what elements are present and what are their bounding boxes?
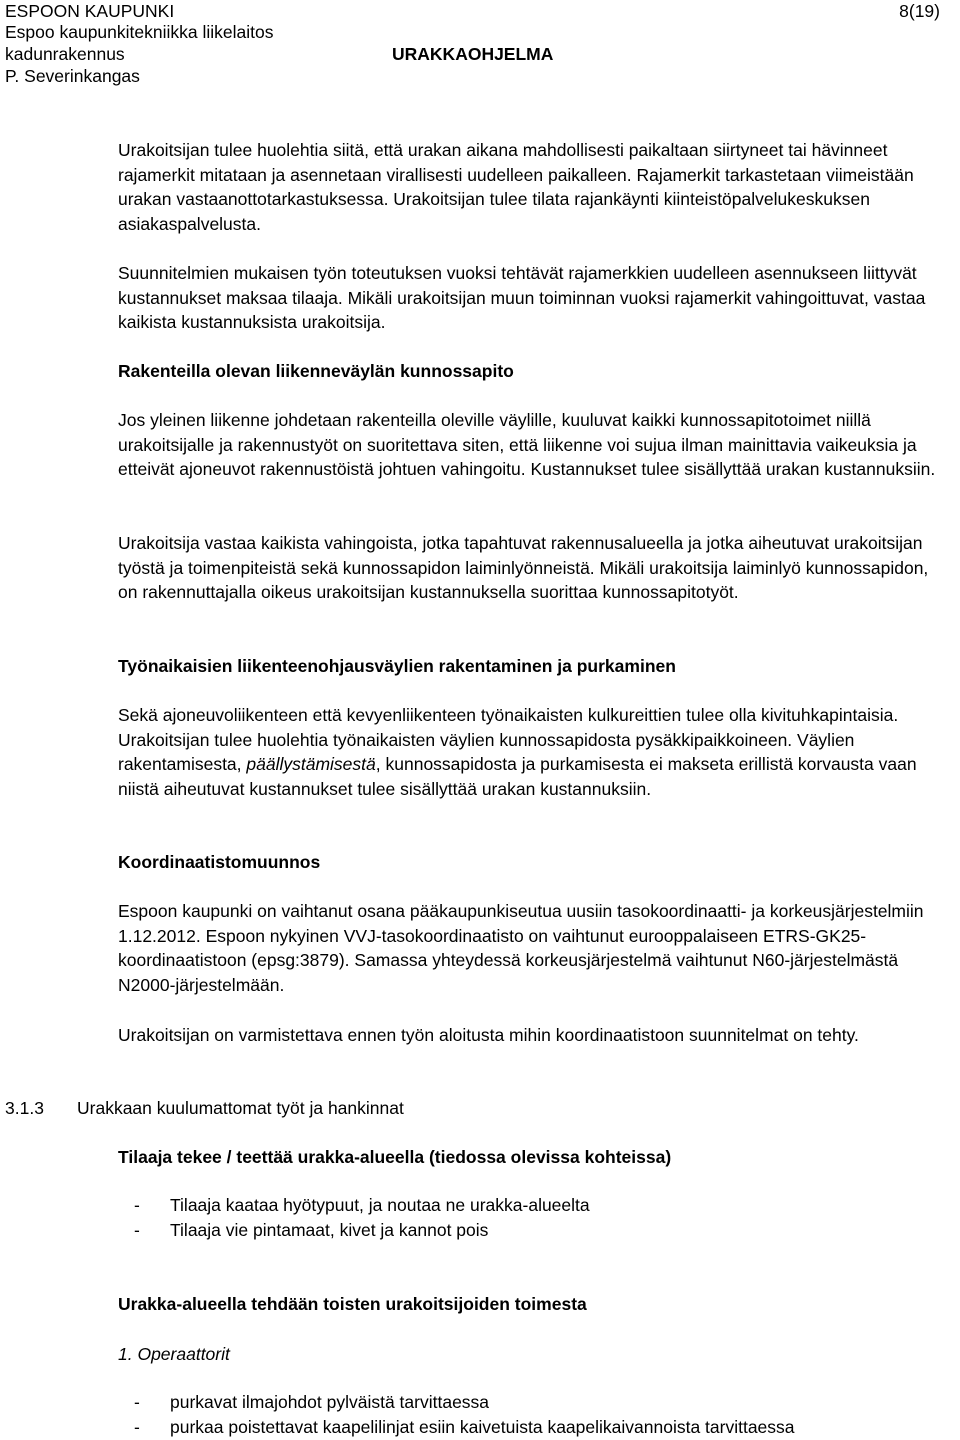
body-block-15: [118, 1390, 950, 1440]
list-item-text: purkavat ilmajohdot pylväistä tarvittaessa: [170, 1392, 490, 1412]
paragraph-text-part-a: Sekä ajoneuvoliikenteen että kevyenliikenteen työnaikaisten kulkureittien tulee olla kivituhkapintaisia. Urakoitsijan tulee huolehtia työnaikaisten väylien kunnossapidosta pysäkkipaikkoineen. Väylien rakentamisesta,: [118, 705, 899, 774]
operators-list: [118, 1390, 950, 1440]
list-item: [118, 1415, 950, 1440]
list-item-text: purkaa poistettavat kaapelilinjat esiin kaivetuista kaapelikaivannoista tarvittaessa: [170, 1417, 795, 1437]
section-title: Urakkaan kuulumattomat työt ja hankinnat: [77, 1098, 404, 1118]
heading-temporary-routes: Työnaikaisien liikenteenohjausväylien rakentaminen ja purkaminen: [118, 656, 676, 676]
body-block-2: [118, 261, 950, 335]
paragraph-damages: Urakoitsija vastaa kaikista vahingoista, jotka tapahtuvat rakennusalueella ja jotka aiheutuvat urakoitsijan työstä ja toimenpiteistä sekä kunnossapidon laiminlyönneistä. Mikäli urakoitsija laiminlyö kunnossapidon, on rakennuttajalla oikeus urakoitsijan kustannuksella suorittaa kunnossapitotyöt.: [118, 533, 929, 602]
list-dash: -: [134, 1195, 140, 1215]
author-name: P. Severinkangas: [5, 66, 140, 86]
heading-road-maintenance: Rakenteilla olevan liikenneväylän kunnossapito: [118, 361, 514, 381]
paragraph-coordinate-systems: Espoon kaupunki on vaihtanut osana pääkaupunkiseutua uusiin tasokoordinaatti- ja korkeusjärjestelmiin 1.12.2012. Espoon nykyinen VVJ-tasokoordinaatisto on vaihtunut eurooppalaiseen ETRS-GK25-koordinaatistoon (epsg:3879). Samassa yhteydessä korkeusjärjestelmä vaihtunut N60-järjestelmästä N2000-järjestelmään.: [118, 901, 924, 995]
italic-term: päällystämisestä: [246, 754, 376, 774]
body-block-1: [118, 138, 950, 236]
list-item-text: Tilaaja vie pintamaat, kivet ja kannot pois: [170, 1220, 489, 1240]
heading-client-work: Tilaaja tekee / teettää urakka-alueella (tiedossa olevissa kohteissa): [118, 1147, 672, 1167]
body-block-9: [118, 899, 950, 997]
unit-name: kadunrakennus: [5, 44, 125, 64]
paragraph-boundary-costs: Suunnitelmien mukaisen työn toteutuksen vuoksi tehtävät rajamerkkien uudelleen asennukseen liittyvät kustannukset maksaa tilaaja. Mikäli urakoitsijan muun toiminnan vuoksi rajamerkit vahingoittuvat, vastaa kaikista kustannuksista urakoitsija.: [118, 263, 926, 332]
sub-organization: Espoo kaupunkitekniikka liikelaitos: [5, 22, 274, 42]
paragraph-verify-coordinates: Urakoitsijan on varmistettava ennen työn aloitusta mihin koordinaatistoon suunnitelmat on tehty.: [118, 1025, 859, 1045]
paragraph-temporary-routes: [118, 703, 950, 801]
paragraph-boundary-markers: Urakoitsijan tulee huolehtia siitä, että urakan aikana mahdollisesti paikaltaan siirtyneet tai hävinneet rajamerkit mitataan ja asennetaan virallisesti uudelleen paikalleen. Rajamerkit tarkastetaan viimeistään urakan vastaanottotarkastuksessa. Urakoitsijan tulee tilata rajankäynti kiinteistöpalvelukeskuksen asiakaspalvelusta.: [118, 140, 914, 234]
document-title: URAKKAOHJELMA: [392, 44, 554, 64]
paragraph-text-part-b: , kunnossapidosta ja purkamisesta ei makseta erillistä korvausta vaan niistä aiheutuvat kustannukset tulee sisällyttää urakan kustannuksiin.: [118, 754, 917, 799]
body-block-11: [118, 1145, 950, 1170]
list-dash: -: [134, 1220, 140, 1240]
list-item: [118, 1218, 950, 1243]
list-item: [118, 1390, 950, 1415]
body-block-3: [118, 359, 950, 384]
body-block-14: [118, 1342, 950, 1367]
section-number: 3.1.3: [5, 1098, 44, 1118]
list-dash: -: [134, 1417, 140, 1437]
section-heading: [5, 1096, 404, 1121]
body-block-5: [118, 531, 950, 605]
body-block-8: [118, 850, 950, 875]
list-item: [118, 1193, 950, 1218]
client-work-list: [118, 1193, 950, 1243]
body-block-13: [118, 1292, 950, 1317]
body-block-10: [118, 1023, 950, 1048]
organization-name: ESPOON KAUPUNKI: [5, 1, 175, 21]
body-block-6: [118, 654, 950, 679]
body-block-4: [118, 408, 950, 482]
list-dash: -: [134, 1392, 140, 1412]
body-block-12: [118, 1193, 950, 1243]
body-block-7: [118, 703, 950, 801]
heading-other-contractors: Urakka-alueella tehdään toisten urakoitsijoiden toimesta: [118, 1294, 587, 1314]
list-item-text: Tilaaja kaataa hyötypuut, ja noutaa ne urakka-alueelta: [170, 1195, 590, 1215]
paragraph-traffic-maintenance: Jos yleinen liikenne johdetaan rakenteilla oleville väylille, kuuluvat kaikki kunnossapitotoimet niillä urakoitsijalle ja rakennustyöt on suoritettava siten, että liikenne voi sujua ilman mainittavia vaikeuksia ja etteivät ajoneuvot rakennustöistä johtuen vahingoitu. Kustannukset tulee sisällyttää urakan kustannuksiin.: [118, 410, 936, 479]
heading-coordinate-conversion: Koordinaatistomuunnos: [118, 852, 321, 872]
subheading-operators: 1. Operaattorit: [118, 1344, 230, 1364]
page-number: 8(19): [899, 1, 940, 21]
